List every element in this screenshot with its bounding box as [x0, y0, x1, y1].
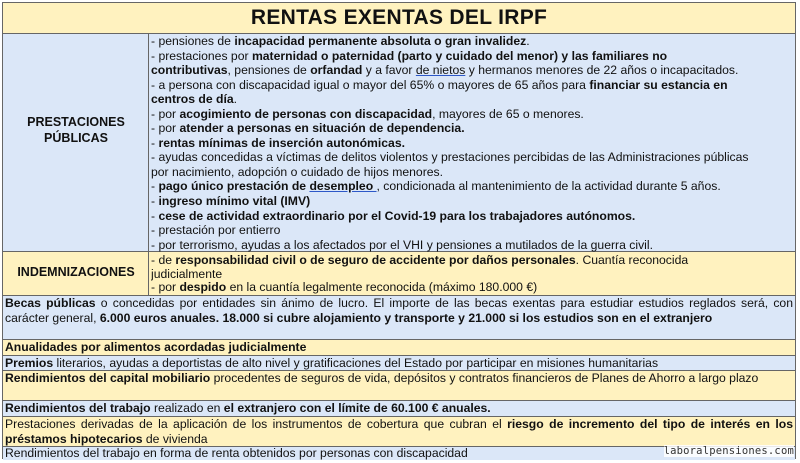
list-item	[151, 238, 792, 253]
row-bold: Rendimientos del trabajo	[5, 401, 151, 415]
item-bold: financiar su estancia en	[589, 77, 728, 92]
item-text: - pensiones de	[151, 34, 235, 48]
item-text: .	[233, 92, 238, 107]
row-text: Prestaciones derivadas de la aplicación de los instrumentos de cobertura que cubran el	[5, 417, 508, 431]
watermark: laboralpensiones.com	[663, 445, 794, 457]
prestaciones-label-line1: PRESTACIONES	[27, 115, 125, 129]
row-text: procedentes de seguros de vida, depósitos y contratos financieros de Planes de Ahorro a largo plazo	[210, 371, 759, 385]
row-bold: Rendimientos del capital mobiliario	[5, 371, 211, 385]
desempleo-link: desempleo	[309, 179, 377, 194]
item-text: - por terrorismo, ayudas a los afectados por el VHI y pensiones a mutilados de la guerra civil.	[151, 237, 653, 252]
row-text: literarios, ayudas a deportistas de alto nivel y gratificaciones del Estado por participar en misiones humanitarias	[53, 356, 659, 370]
item-bold: centros de día	[151, 92, 234, 107]
item-text: .	[526, 34, 530, 48]
list-item	[151, 223, 792, 238]
item-bold: orfandad	[310, 63, 363, 78]
row-bold: Anualidades por alimentos acordadas judicialmente	[5, 340, 307, 354]
item-text: en la cuantía legalmente reconocida (máximo 180.000 €)	[226, 281, 538, 294]
item-bold: rentas mínimas de inserción autonómicas.	[158, 135, 405, 150]
list-item	[151, 194, 792, 209]
trabajo-extranjero-row	[3, 401, 795, 417]
cobertura-row	[3, 417, 795, 447]
item-text: . Cuantía reconocida	[575, 254, 689, 267]
list-item	[151, 150, 792, 165]
item-text: - de	[151, 254, 176, 267]
list-item	[151, 179, 792, 194]
prestaciones-section	[3, 34, 795, 252]
list-item: judicialmente	[151, 267, 223, 281]
row-bold: riesgo de incremento del tipo de interés en los préstamos hipotecarios	[5, 417, 793, 446]
list-item	[151, 136, 792, 151]
premios-row	[3, 356, 795, 371]
row-text: o concedidas por entidades sin ánimo de lucro. El importe de las becas exentas para estudiar estudios reglados será, con carácter general,	[5, 296, 793, 325]
item-bold: responsabilidad civil o de seguro de accidente por daños personales	[175, 254, 576, 267]
nietos-link: de nietos	[415, 63, 466, 78]
item-bold: ingreso mínimo vital (IMV)	[158, 194, 311, 209]
item-bold: maternidad o paternidad (parto y cuidado del menor) y las familiares no	[251, 48, 668, 63]
item-text: - ayudas concedidas a víctimas de delitos violentos y prestaciones percibidas de las Administraciones públicas	[151, 150, 749, 165]
list-item	[151, 281, 792, 295]
item-bold: pago único prestación de	[158, 179, 310, 194]
item-bold: contributivas	[151, 63, 228, 78]
item-text: , mayores de 65 o menores.	[432, 106, 584, 121]
item-bold: cese de actividad extraordinario por el Covid-19 para los trabajadores autónomos.	[158, 208, 636, 223]
item-bold: incapacidad permanente absoluta o gran invalidez	[234, 34, 527, 48]
list-item	[151, 254, 792, 268]
item-text: y a favor	[362, 63, 416, 78]
list-item	[151, 34, 792, 49]
list-item	[151, 49, 792, 64]
capital-mobiliario-row	[3, 371, 795, 401]
item-text: - prestaciones por	[151, 48, 252, 63]
item-bold: acogimiento de personas con discapacidad	[179, 106, 433, 121]
list-item	[151, 165, 792, 180]
item-text: - a persona con discapacidad igual o mayor del 65% o mayores de 65 años para	[151, 77, 590, 92]
rentas-table	[2, 2, 796, 459]
list-item	[151, 92, 792, 107]
item-bold: atender a personas en situación de dependencia.	[179, 121, 465, 136]
indemnizaciones-label: INDEMNIZACIONES	[17, 265, 135, 279]
row-bold: 6.000 euros anuales. 18.000 si cubre alojamiento y transporte y 21.000 si los estudios son en el extranjero	[99, 310, 713, 325]
prestaciones-list	[151, 34, 792, 251]
indemnizaciones-label-cell	[3, 252, 149, 295]
item-bold: despido	[179, 281, 227, 294]
anualidades-row	[3, 340, 795, 356]
item-text: -	[151, 194, 159, 209]
row-bold: el extranjero con el límite de 60.100 € anuales.	[223, 401, 491, 415]
prestaciones-label-cell	[3, 34, 149, 251]
list-item	[151, 78, 792, 93]
list-item	[151, 63, 792, 78]
item-text: y hermanos menores de 22 años o incapacitados.	[465, 63, 739, 78]
list-item	[151, 121, 792, 136]
indemnizaciones-list	[151, 254, 792, 295]
row-text: realizado en	[150, 401, 224, 415]
indemnizaciones-section	[3, 252, 795, 296]
item-text: por nacimiento, adopción o cuidado de hijos menores.	[151, 164, 444, 179]
item-text: - prestación por entierro	[151, 223, 281, 238]
row-bold: Becas públicas	[5, 296, 96, 310]
list-item	[151, 209, 792, 224]
row-bold: Premios	[5, 356, 54, 370]
prestaciones-label	[3, 114, 149, 146]
list-item	[151, 107, 792, 122]
row-text: Rendimientos del trabajo en forma de renta obtenidos por personas con discapacidad	[5, 447, 468, 460]
item-text: -	[151, 135, 159, 150]
item-text: - por	[151, 106, 180, 121]
prestaciones-label-line2: PÚBLICAS	[44, 131, 108, 145]
item-text: , condicionada al mantenimiento de la actividad durante 5 años.	[376, 179, 721, 194]
item-text: - por	[151, 121, 180, 136]
becas-row	[3, 296, 795, 340]
row-text: de vivienda	[142, 431, 208, 446]
item-text: , pensiones de	[227, 63, 311, 78]
item-text: -	[151, 179, 159, 194]
item-text: - por	[151, 281, 180, 294]
item-text: -	[151, 208, 159, 223]
table-title: RENTAS EXENTAS DEL IRPF	[3, 3, 795, 34]
